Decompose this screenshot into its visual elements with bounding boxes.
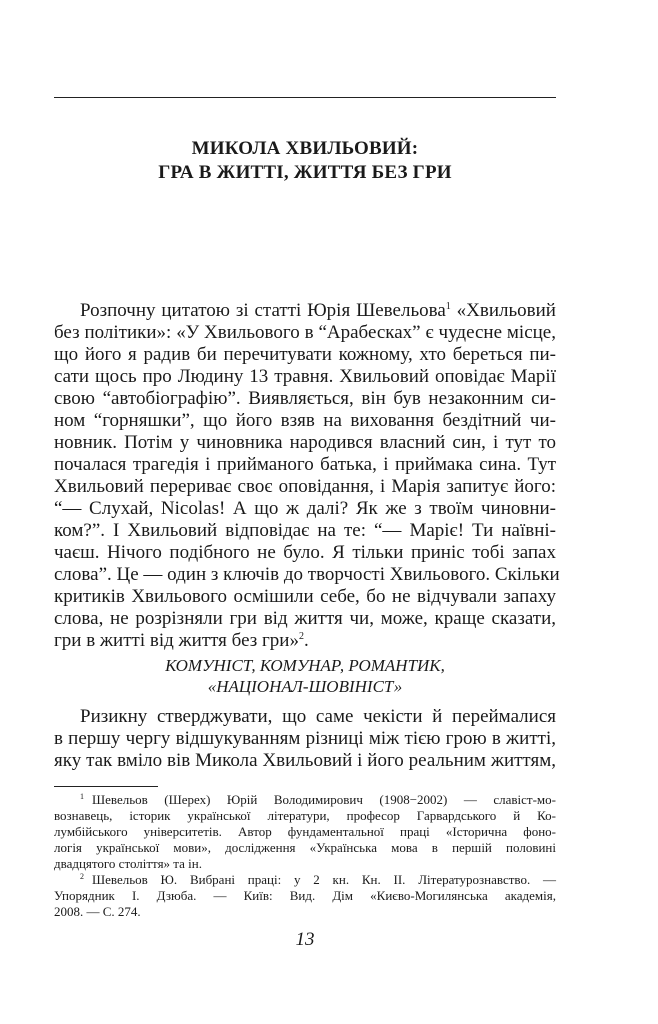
text-line: Ризикну стверджувати, що саме чекісти й переймалися bbox=[80, 706, 556, 727]
text-line: в першу чергу відшукуванням різниці між тією грою в житті, bbox=[54, 728, 556, 749]
footnote-1 bbox=[54, 792, 556, 872]
footnote-line: $^1$ Шевельов (Шерех) Юрій Володимирович (1908−2002) — славіст-мо- bbox=[80, 792, 556, 807]
text-line: ном “горняшки”, що його взяв на виховання бездітний чи- bbox=[54, 410, 556, 431]
text-line: почалася трагедія і прийманого батька, і приймака сина. Тут bbox=[54, 454, 556, 475]
footnote-2 bbox=[54, 872, 556, 920]
footnote-line: двадцятого століття» та ін. bbox=[54, 856, 202, 871]
text-line: “— Слухай, Nicolas! А що ж далі? Як же з твоїм чиновни- bbox=[54, 498, 556, 519]
top-horizontal-rule bbox=[54, 97, 556, 98]
text-line: свою “автобіографію”. Виявляється, він був незаконним си- bbox=[54, 388, 556, 409]
footnote-line: логія української мови», дослідження «Українська мова в першій половині bbox=[54, 840, 556, 855]
text-line: без політики»: «У Хвильового в “Арабесках” є чудесне місце, bbox=[54, 322, 556, 343]
footnote-line: Упорядник І. Дзюба. — Київ: Вид. Дім «Києво-Могилянська академія, bbox=[54, 888, 556, 903]
section-heading-line-2: «НАЦІОНАЛ-ШОВІНІСТ» bbox=[207, 677, 403, 696]
paragraph-1 bbox=[54, 300, 560, 652]
chapter-title bbox=[54, 137, 556, 185]
footnote-line: лумбійського університетів. Автор фундаментальної праці «Історична фоно- bbox=[54, 824, 556, 839]
text-line: що його я радив би перечитувати кожному, хто береться пи- bbox=[54, 344, 556, 365]
page-number: 13 bbox=[295, 929, 315, 950]
section-heading-line-1: КОМУНІСТ, КОМУНАР, РОМАНТИК, bbox=[165, 656, 445, 675]
chapter-title-line-1: МИКОЛА ХВИЛЬОВИЙ: bbox=[191, 138, 419, 159]
footnote-marker: 1 bbox=[80, 792, 84, 801]
text-line: ком?”. І Хвильовий відповідає на те: “— Маріє! Ти наївні- bbox=[54, 520, 556, 541]
text-line: Хвильовий перериває своє оповідання, і Марія запитує його: bbox=[54, 476, 556, 497]
footnote-line: вознавець, історик української літератури, професор Гарвардського й Ко- bbox=[54, 808, 556, 823]
text-line: Розпочну цитатою зі статті Юрія Шевельова$^1$ «Хвильовий bbox=[80, 300, 556, 321]
chapter-title-line-2: ГРА В ЖИТТІ, ЖИТТЯ БЕЗ ГРИ bbox=[158, 162, 452, 183]
text-line: новник. Потім у чиновника народився власний син, і тут то bbox=[54, 432, 556, 453]
footnote-line: 2008. — С. 274. bbox=[54, 904, 141, 919]
text-line: слова”. Це — один з ключів до творчості Хвильового. Скільки bbox=[54, 564, 560, 585]
footnote-separator bbox=[54, 786, 158, 787]
footnote-ref-1: 1 bbox=[445, 301, 451, 312]
section-heading bbox=[54, 655, 556, 697]
footnote-ref-2: 2 bbox=[298, 631, 304, 642]
text-line: яку так вміло вів Микола Хвильовий і його реальним життям, bbox=[54, 750, 556, 771]
footnote-marker: 2 bbox=[80, 872, 84, 881]
text-line: критиків Хвильового осмішили себе, бо не відчували запаху bbox=[54, 586, 556, 607]
footnotes bbox=[54, 792, 556, 920]
text-line: чаєш. Нічого подібного не було. Я тільки приніс тобі запах bbox=[54, 542, 556, 563]
text-line: гри в житті від життя без гри»$^2$. bbox=[54, 630, 309, 651]
paragraph-2 bbox=[54, 706, 556, 772]
text-line: слова, не розрізняли гри від життя чи, може, краще сказати, bbox=[54, 608, 556, 629]
footnote-line: $^2$ Шевельов Ю. Вибрані праці: у 2 кн. Кн. II. Літературознавство. — bbox=[80, 872, 556, 887]
text-line: сати щось про Людину 13 травня. Хвильовий оповідає Марії bbox=[54, 366, 556, 387]
